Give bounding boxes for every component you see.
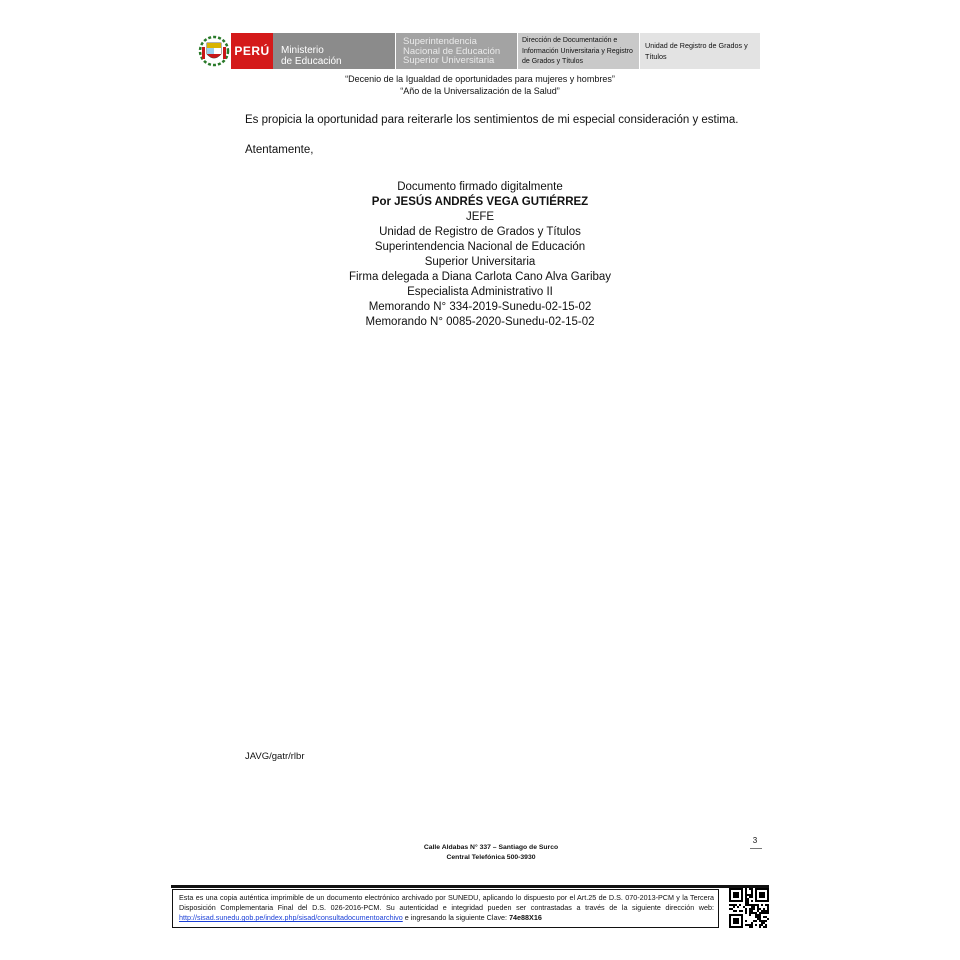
address-line1: Calle Aldabas N° 337 – Santiago de Surco [423,844,559,851]
signer-title: JEFE [465,211,495,223]
unit-line2: Títulos [645,52,667,61]
ministry-line1: Ministerio [281,45,324,56]
peru-coat-of-arms-icon [198,34,230,68]
peru-text: PERÚ [234,44,270,58]
ministry-line2: de Educación [281,56,342,67]
authenticity-notice [172,889,719,928]
initials: JAVG/gatr/rlbr [245,751,305,762]
signature-line: Documento firmado digitalmente [397,181,563,193]
signature-block [0,180,960,330]
direction-line1: Dirección de Documentación e [522,37,618,44]
qr-code-icon [729,888,769,928]
direction-line3: de Grados y Títulos [522,58,583,65]
direction-line2: Información Universitaria y Registro [522,47,633,55]
decade-name: “Decenio de la Igualdad de oportunidades para mujeres y hombres” [345,74,615,84]
signer-institution-line1: Superintendencia Nacional de Educación [374,241,586,253]
unit-label [640,33,760,69]
sunedu-label [396,33,517,69]
verification-link[interactable]: http://sisad.sunedu.gob.pe/index.php/sisad/consultadocumentoarchivo [179,913,403,922]
delegate-title: Especialista Administrativo II [407,286,553,298]
authenticity-text: Esta es una copia auténtica imprimible de un documento electrónico archivado por SUNEDU, aplicando lo dispuesto por el Art.25 de D.S. 070-2013-PCM y la Tercera Disposición Complementaria Final del D.S. 026-2016-PCM. Su autenticidad e integridad pueden ser contrastadas a través de la siguiente dirección web: [179,893,714,912]
address-line2: Central Telefónica 500-3930 [446,854,536,861]
memo-reference-1: Memorando N° 334-2019-Sunedu-02-15-02 [368,301,592,313]
direction-label [518,33,639,69]
authenticity-text-2: e ingresando la siguiente Clave: [402,913,510,922]
footer-rule [171,885,769,888]
salutation: Atentamente, [245,144,314,156]
year-name: “Año de la Universalización de la Salud” [400,86,560,96]
signer-institution-line2: Superior Universitaria [424,256,536,268]
peru-label [231,33,273,69]
sunedu-line2: Nacional de Educación [403,45,501,57]
closing-paragraph: Es propicia la oportunidad para reiterarle los sentimientos de mi especial consideración y estima. [245,114,739,126]
delegation-line: Firma delegada a Diana Carlota Cano Alva Garibay [348,271,612,283]
memo-reference-2: Memorando N° 0085-2020-Sunedu-02-15-02 [365,316,595,328]
signer-name: Por JESÚS ANDRÉS VEGA GUTIÉRREZ [371,196,589,208]
verification-key: 74e88X16 [509,913,542,922]
ministry-label [273,33,395,69]
unit-line1: Unidad de Registro de Grados y [645,41,748,50]
page-number: 3 [752,836,758,845]
sunedu-line3: Superior Universitaria [403,55,495,66]
sunedu-line1: Superintendencia [403,36,477,47]
signer-unit: Unidad de Registro de Grados y Títulos [379,226,581,238]
